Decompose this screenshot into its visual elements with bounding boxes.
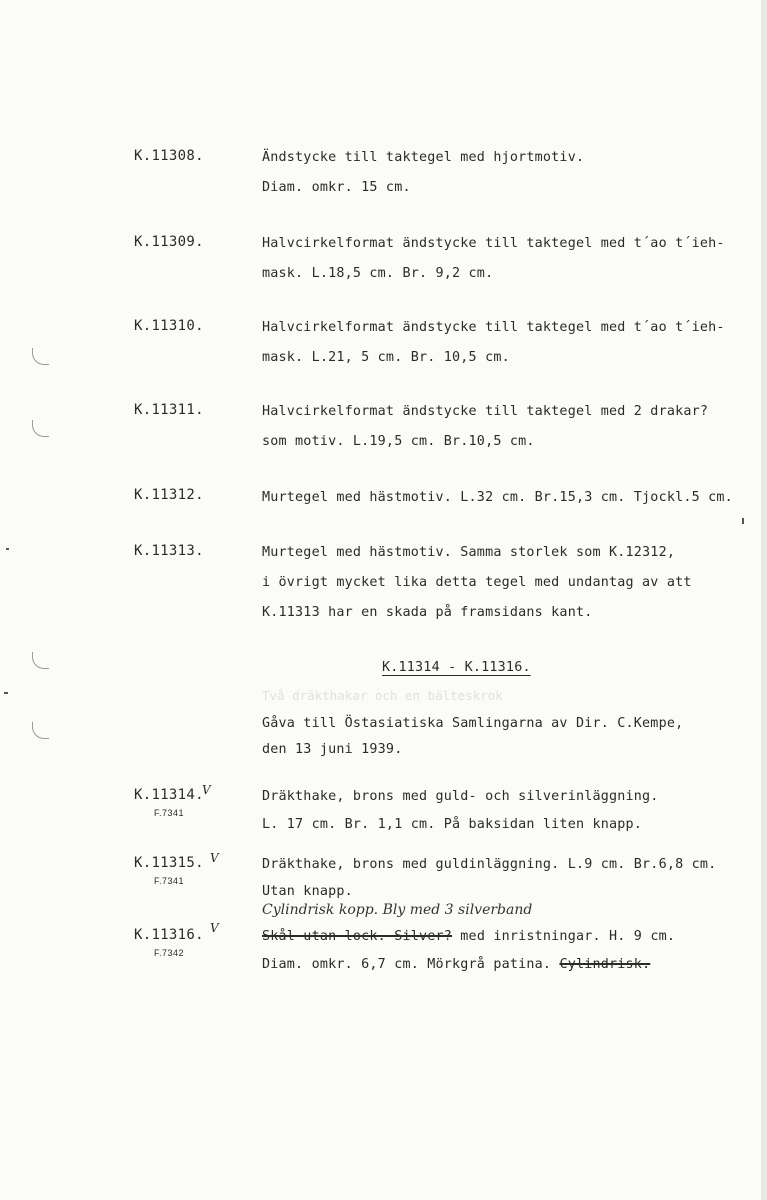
entry-line (262, 929, 675, 944)
handwritten-correction: Cylindrisk kopp. Bly med 3 silverband (262, 902, 533, 918)
line-prefix: Diam. omkr. 6,7 cm. Mörkgrå patina. (262, 957, 560, 972)
entry-line: K.11313 har en skada på framsidans kant. (262, 605, 593, 620)
entry-line: Halvcirkelformat ändstycke till taktegel med t´ao t´ieh- (262, 236, 725, 251)
entry-line: Ändstycke till taktegel med hjortmotiv. (262, 150, 585, 165)
catalog-code: F.7342 (154, 948, 185, 958)
punch-hole (32, 348, 49, 365)
page-edge (761, 0, 767, 1200)
punch-hole (32, 722, 49, 739)
check-mark: V (202, 783, 211, 797)
entry-line: Diam. omkr. 15 cm. (262, 180, 411, 195)
check-mark: V (210, 921, 219, 935)
entry-line: i övrigt mycket lika detta tegel med undantag av att (262, 575, 692, 590)
entry-line: Murtegel med hästmotiv. L.32 cm. Br.15,3 cm. Tjockl.5 cm. (262, 490, 733, 505)
speck (4, 692, 8, 694)
entry-line (262, 957, 650, 972)
punch-hole (32, 652, 49, 669)
speck (6, 548, 9, 550)
entry-number: K.11311. (134, 402, 204, 418)
entry-number: K.11313. (134, 543, 204, 559)
entry-number: K.11315. (134, 855, 204, 871)
entry-number: K.11312. (134, 487, 204, 503)
speck (742, 518, 744, 524)
gift-line: Gåva till Östasiatiska Samlingarna av Dir. C.Kempe, (262, 716, 684, 731)
entry-number: K.11314. (134, 787, 204, 803)
entry-line: mask. L.18,5 cm. Br. 9,2 cm. (262, 266, 494, 281)
entry-number: K.11310. (134, 318, 204, 334)
entry-line: Utan knapp. (262, 884, 353, 899)
catalog-code: F.7341 (154, 808, 185, 818)
entry-line: Dräkthake, brons med guld- och silverinläggning. (262, 789, 659, 804)
entry-line: som motiv. L.19,5 cm. Br.10,5 cm. (262, 434, 535, 449)
entry-line: mask. L.21, 5 cm. Br. 10,5 cm. (262, 350, 510, 365)
entry-line: Halvcirkelformat ändstycke till taktegel med t´ao t´ieh- (262, 320, 725, 335)
gift-line: den 13 juni 1939. (262, 742, 403, 757)
entry-number: K.11308. (134, 148, 204, 164)
entry-line: L. 17 cm. Br. 1,1 cm. På baksidan liten knapp. (262, 817, 643, 832)
entry-number: K.11309. (134, 234, 204, 250)
struck-text: Cylindrisk. (559, 957, 651, 972)
line-rest: med inristningar. H. 9 cm. (452, 929, 676, 944)
entry-line: Murtegel med hästmotiv. Samma storlek som K.12312, (262, 545, 676, 560)
entry-line: Halvcirkelformat ändstycke till taktegel med 2 drakar? (262, 404, 709, 419)
punch-hole (32, 420, 49, 437)
faint-line: Två dräkthakar och en bälteskrok (262, 688, 503, 703)
catalog-code: F.7341 (154, 876, 185, 886)
entry-line: Dräkthake, brons med guldinläggning. L.9 cm. Br.6,8 cm. (262, 857, 717, 872)
check-mark: V (210, 851, 219, 865)
entry-number: K.11316. (134, 927, 204, 943)
struck-text: Skål utan lock. Silver? (262, 929, 453, 944)
section-heading: K.11314 - K.11316. (382, 660, 531, 675)
